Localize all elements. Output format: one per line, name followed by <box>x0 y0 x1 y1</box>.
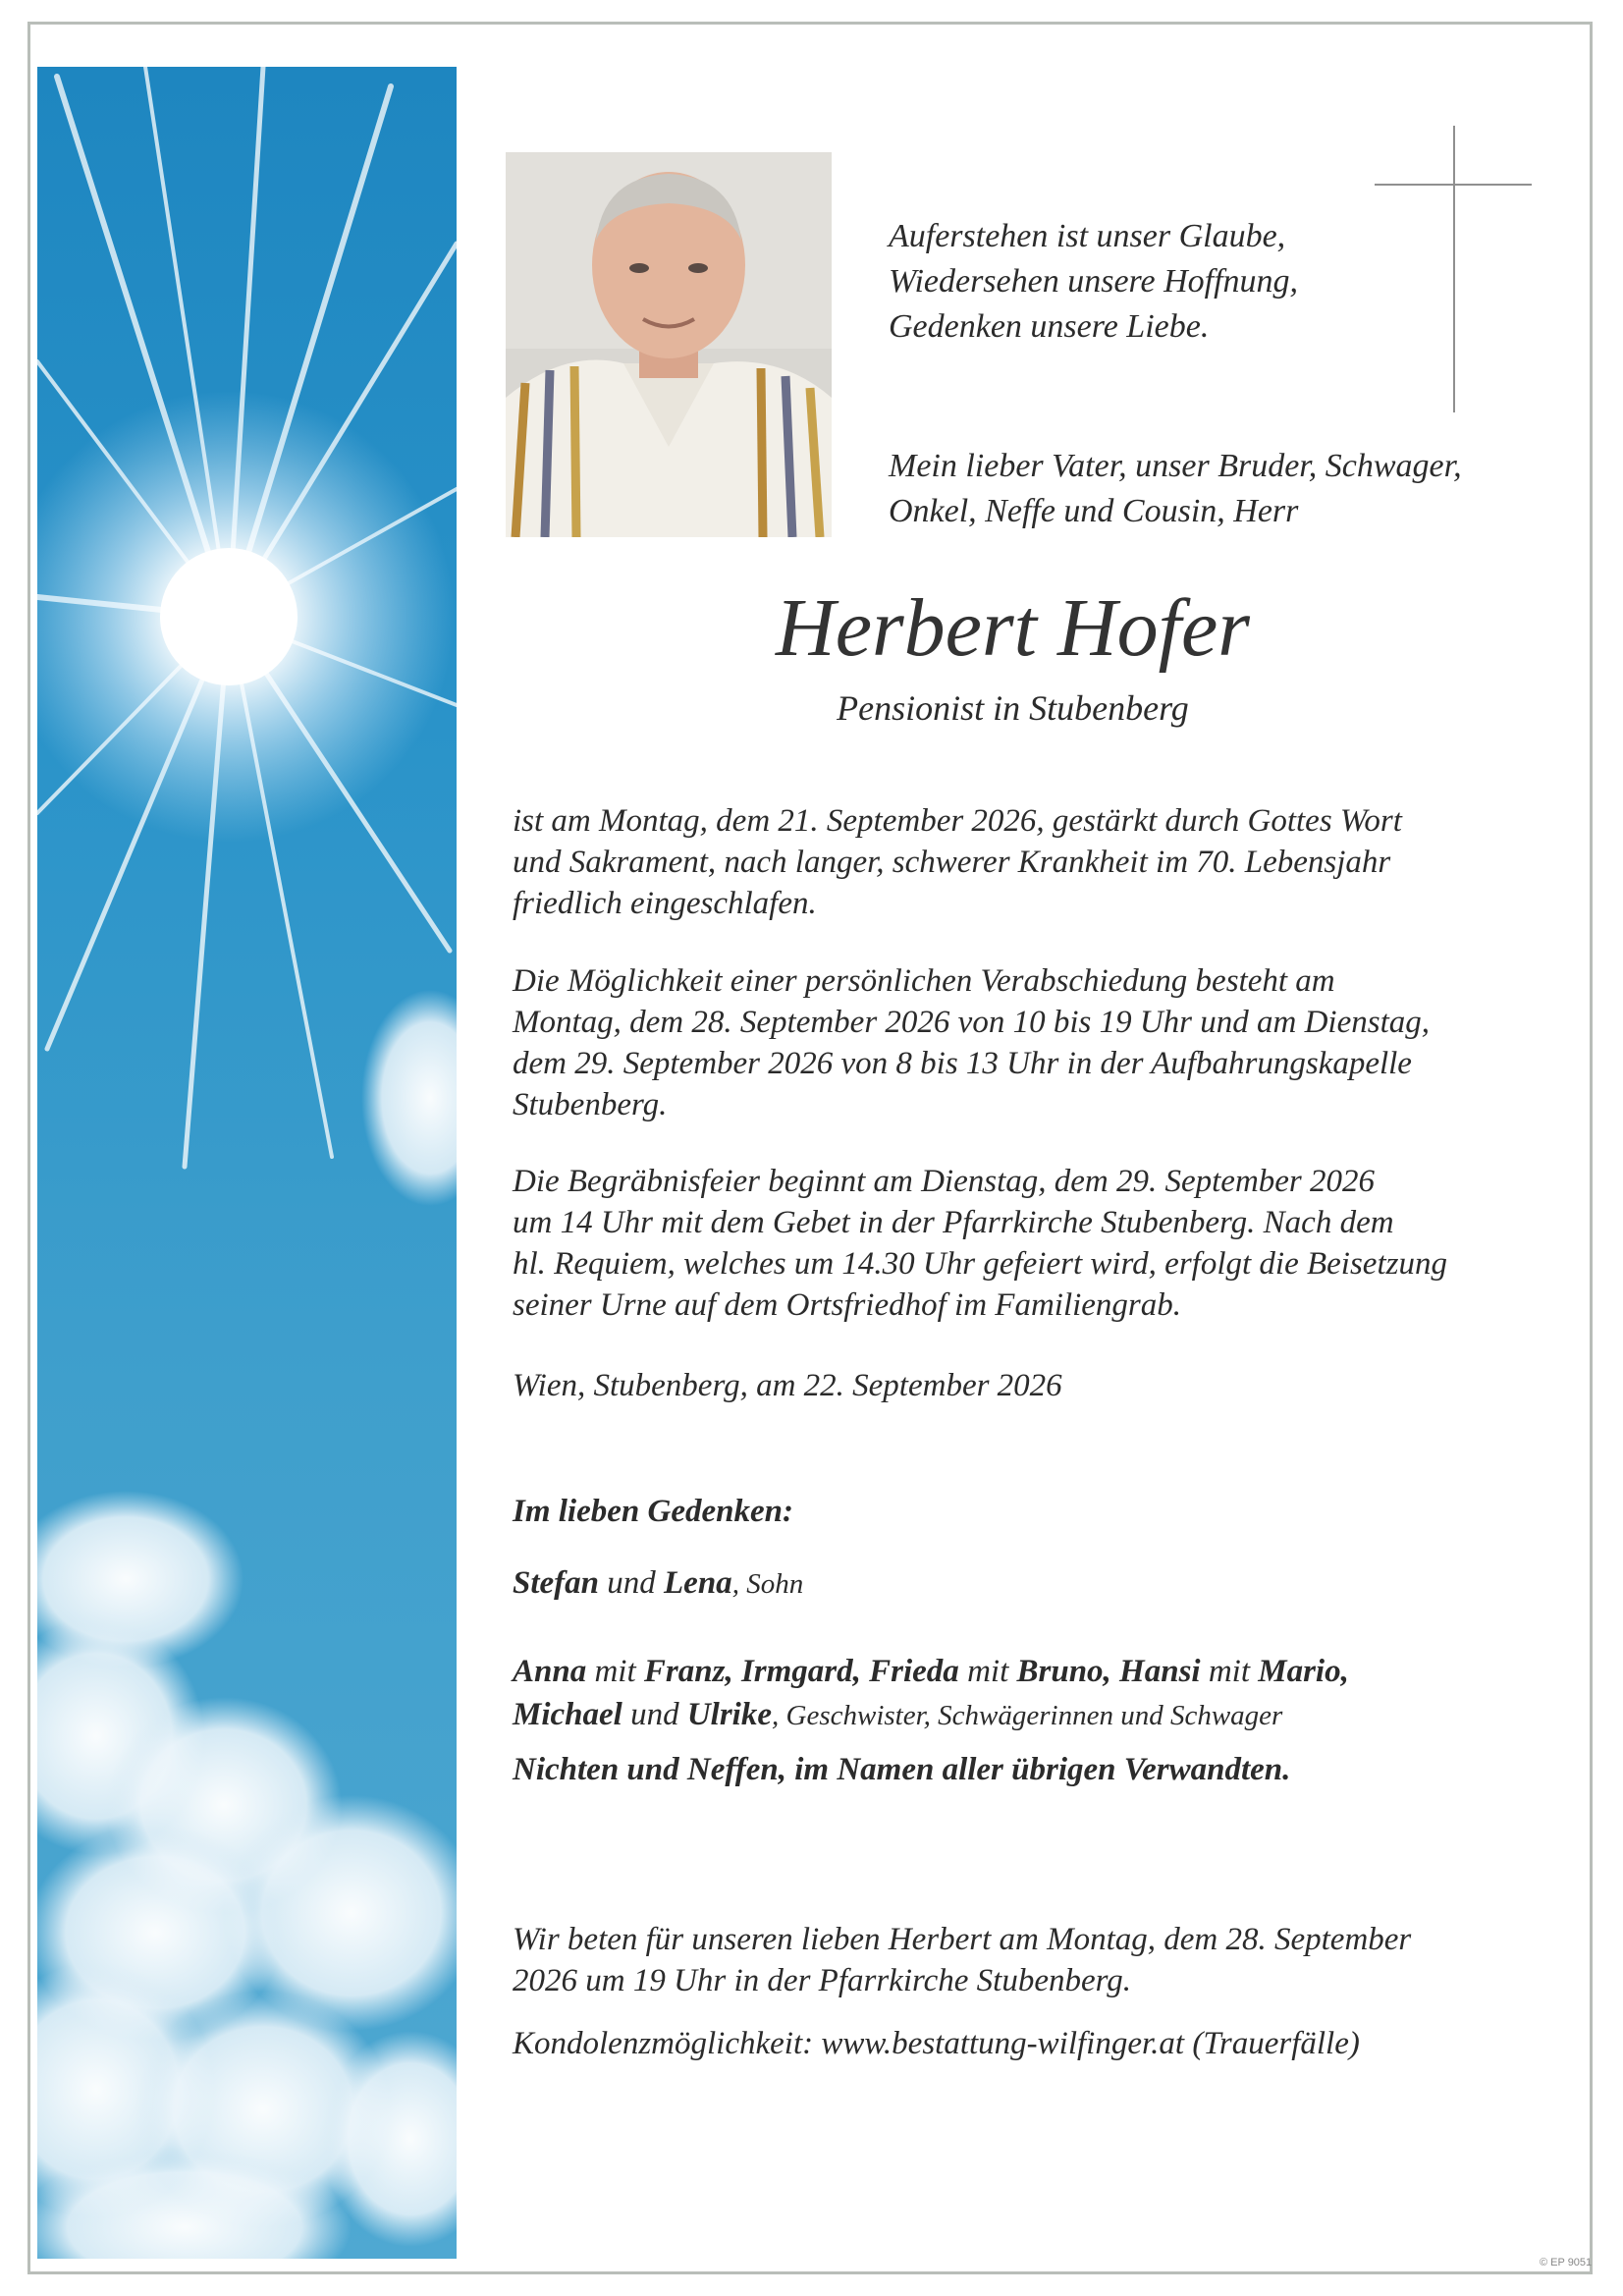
cross-icon <box>1375 126 1532 425</box>
text-line: 2026 um 19 Uhr in der Pfarrkirche Stubenberg. <box>513 1963 1131 1998</box>
text-line: Wir beten für unseren lieben Herbert am Montag, dem 28. September <box>513 1922 1412 1957</box>
verse-line: Auferstehen ist unser Glaube, <box>889 218 1286 254</box>
text-line: Die Begräbnisfeier beginnt am Dienstag, dem 29. September 2026 <box>513 1164 1376 1199</box>
verse <box>889 214 1298 350</box>
mourner-name: Franz, Irmgard, Frieda <box>643 1654 959 1689</box>
text-line: dem 29. September 2026 von 8 bis 13 Uhr in der Aufbahrungskapelle <box>513 1046 1412 1081</box>
place-date <box>513 1365 1062 1406</box>
viewing-info <box>513 960 1430 1125</box>
text-line: seiner Urne auf dem Ortsfriedhof im Familiengrab. <box>513 1287 1182 1323</box>
footer-code: © EP 9051 <box>1540 2257 1593 2269</box>
condolence-info <box>513 2023 1360 2064</box>
intro-line: Onkel, Neffe und Cousin, Herr <box>889 493 1299 529</box>
verse-line: Wiedersehen unsere Hoffnung, <box>889 263 1299 300</box>
relation: , Geschwister, Schwägerinnen und Schwager <box>772 1700 1283 1731</box>
mourner-name: Anna <box>513 1654 587 1689</box>
text-line: Die Möglichkeit einer persönlichen Verabschiedung besteht am <box>513 963 1335 999</box>
funeral-info <box>513 1161 1447 1326</box>
mourner-name: Michael <box>513 1697 622 1732</box>
mourner-name: Bruno, Hansi <box>1016 1654 1201 1689</box>
verse-line: Gedenken unsere Liebe. <box>889 308 1210 345</box>
connector: und <box>599 1565 665 1601</box>
intro-text <box>889 444 1462 534</box>
deceased-name: Herbert Hofer <box>776 582 1250 674</box>
mourner-name: Lena <box>664 1565 732 1601</box>
mourner-line-son <box>513 1561 803 1606</box>
text-line: um 14 Uhr mit dem Gebet in der Pfarrkirche Stubenberg. Nach dem <box>513 1205 1394 1240</box>
mourner-name: Stefan <box>513 1565 600 1601</box>
sky-sun-image <box>37 67 457 2259</box>
portrait-photo <box>506 152 832 537</box>
connector: und <box>622 1697 687 1732</box>
prayer-info <box>513 1919 1411 2001</box>
text-line: ist am Montag, dem 21. September 2026, gestärkt durch Gottes Wort <box>513 803 1402 839</box>
intro-line: Mein lieber Vater, unser Bruder, Schwager, <box>889 448 1462 484</box>
relation: , Sohn <box>731 1568 804 1600</box>
text-line: Wien, Stubenberg, am 22. September 2026 <box>513 1368 1062 1403</box>
mourner-line-relatives: Nichten und Neffen, im Namen aller übrigen Verwandten. <box>513 1752 1291 1787</box>
text-line: hl. Requiem, welches um 14.30 Uhr gefeiert wird, erfolgt die Beisetzung <box>513 1246 1447 1282</box>
connector: mit <box>1200 1654 1259 1689</box>
text-line: und Sakrament, nach langer, schwerer Krankheit im 70. Lebensjahr <box>513 845 1391 880</box>
connector: mit <box>958 1654 1017 1689</box>
mourner-lines-siblings <box>513 1650 1349 1737</box>
occupation: Pensionist in Stubenberg <box>837 688 1189 728</box>
text-line: Montag, dem 28. September 2026 von 10 bis 19 Uhr und am Dienstag, <box>513 1005 1430 1040</box>
mourner-name: Ulrike <box>686 1697 772 1732</box>
mourners-heading: Im lieben Gedenken: <box>513 1494 793 1529</box>
text-line: friedlich eingeschlafen. <box>513 886 817 921</box>
condolence-text: Kondolenzmöglichkeit: www.bestattung-wilfinger.at (Trauerfälle) <box>513 2026 1360 2061</box>
text-line: Stubenberg. <box>513 1087 668 1122</box>
death-notice <box>513 800 1402 924</box>
mourner-name: Mario, <box>1258 1654 1349 1689</box>
connector: mit <box>586 1654 644 1689</box>
